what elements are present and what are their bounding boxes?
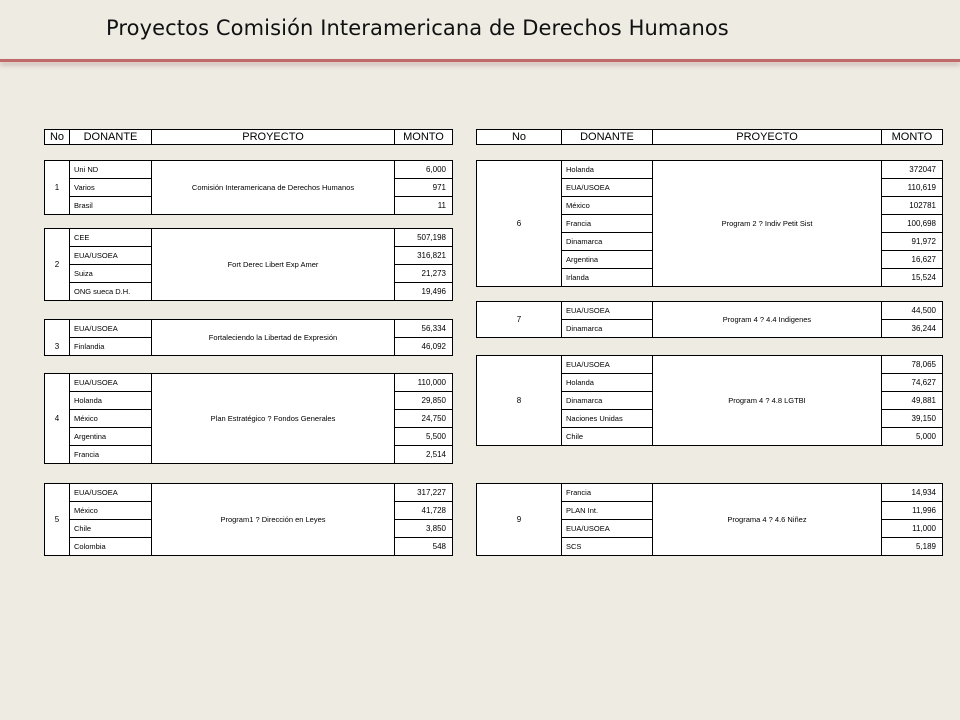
donor-cell: Chile [562, 428, 653, 446]
table-row [45, 320, 453, 338]
title-divider [0, 59, 960, 62]
donor-cell: México [70, 502, 152, 520]
amount-cell: 39,150 [882, 410, 943, 428]
donor-cell: Varios [70, 179, 152, 197]
donor-cell: Francia [70, 446, 152, 464]
donor-cell: Argentina [562, 251, 653, 269]
amount-cell: 91,972 [882, 233, 943, 251]
donor-cell: EUA/USOEA [70, 320, 152, 338]
table-row [477, 356, 943, 374]
project-name: Program 4 ? 4.8 LGTBI [653, 356, 882, 446]
header-monto: MONTO [395, 130, 453, 145]
project-name: Fort Derec Libert Exp Amer [152, 229, 395, 301]
project-group-3 [44, 319, 453, 356]
amount-cell: 6,000 [395, 161, 453, 179]
project-name: Program 4 ? 4.4 Indigenes [653, 302, 882, 338]
amount-cell: 110,619 [882, 179, 943, 197]
amount-cell: 44,500 [882, 302, 943, 320]
project-group-7 [476, 301, 943, 338]
amount-cell: 372047 [882, 161, 943, 179]
amount-cell: 317,227 [395, 484, 453, 502]
donor-cell: Francia [562, 215, 653, 233]
donor-cell: EUA/USOEA [70, 484, 152, 502]
amount-cell: 29,850 [395, 392, 453, 410]
donor-cell: Dinamarca [562, 320, 653, 338]
project-number: 7 [477, 302, 562, 338]
donor-cell: Holanda [70, 392, 152, 410]
project-number: 6 [477, 161, 562, 287]
project-number: 3 [45, 320, 70, 356]
header-donante: DONANTE [70, 130, 152, 145]
donor-cell: SCS [562, 538, 653, 556]
amount-cell: 5,189 [882, 538, 943, 556]
table-row [45, 374, 453, 392]
donor-cell: México [562, 197, 653, 215]
amount-cell: 971 [395, 179, 453, 197]
donor-cell: Finlandia [70, 338, 152, 356]
donor-cell: Chile [70, 520, 152, 538]
donor-cell: Argentina [70, 428, 152, 446]
donor-cell: Irlanda [562, 269, 653, 287]
amount-cell: 11 [395, 197, 453, 215]
right-header-table [476, 129, 943, 145]
amount-cell: 56,334 [395, 320, 453, 338]
project-name: Program1 ? Dirección en Leyes [152, 484, 395, 556]
donor-cell: Dinamarca [562, 392, 653, 410]
donor-cell: EUA/USOEA [562, 356, 653, 374]
donor-cell: Brasil [70, 197, 152, 215]
donor-cell: Naciones Unidas [562, 410, 653, 428]
project-name: Plan Estratégico ? Fondos Generales [152, 374, 395, 464]
project-name: Program 2 ? Indiv Petit Sist [653, 161, 882, 287]
amount-cell: 3,850 [395, 520, 453, 538]
donor-cell: EUA/USOEA [562, 179, 653, 197]
project-number: 5 [45, 484, 70, 556]
amount-cell: 36,244 [882, 320, 943, 338]
table-row [45, 161, 453, 179]
header-donante: DONANTE [562, 130, 653, 145]
amount-cell: 110,000 [395, 374, 453, 392]
donor-cell: ONG sueca D.H. [70, 283, 152, 301]
amount-cell: 102781 [882, 197, 943, 215]
amount-cell: 316,821 [395, 247, 453, 265]
amount-cell: 5,000 [882, 428, 943, 446]
donor-cell: Suiza [70, 265, 152, 283]
project-group-4 [44, 373, 453, 464]
project-group-2 [44, 228, 453, 301]
header-monto: MONTO [882, 130, 943, 145]
donor-cell: Holanda [562, 161, 653, 179]
project-name: Programa 4 ? 4.6 Niñez [653, 484, 882, 556]
project-group-1 [44, 160, 453, 215]
amount-cell: 46,092 [395, 338, 453, 356]
donor-cell: Holanda [562, 374, 653, 392]
amount-cell: 19,496 [395, 283, 453, 301]
amount-cell: 11,996 [882, 502, 943, 520]
amount-cell: 15,524 [882, 269, 943, 287]
donor-cell: EUA/USOEA [70, 247, 152, 265]
table-row [45, 229, 453, 247]
project-name: Fortaleciendo la Libertad de Expresión [152, 320, 395, 356]
header-no: No [477, 130, 562, 145]
amount-cell: 41,728 [395, 502, 453, 520]
donor-cell: EUA/USOEA [562, 520, 653, 538]
table-row [477, 161, 943, 179]
amount-cell: 548 [395, 538, 453, 556]
project-group-6 [476, 160, 943, 287]
donor-cell: Dinamarca [562, 233, 653, 251]
table-row [477, 302, 943, 320]
amount-cell: 11,000 [882, 520, 943, 538]
donor-cell: EUA/USOEA [562, 302, 653, 320]
table-row [477, 484, 943, 502]
project-name: Comisión Interamericana de Derechos Humanos [152, 161, 395, 215]
donor-cell: EUA/USOEA [70, 374, 152, 392]
donor-cell: Colombia [70, 538, 152, 556]
project-number: 9 [477, 484, 562, 556]
left-header-table [44, 129, 453, 145]
donor-cell: Uni ND [70, 161, 152, 179]
donor-cell: CEE [70, 229, 152, 247]
amount-cell: 74,627 [882, 374, 943, 392]
header-no: No [45, 130, 70, 145]
amount-cell: 16,627 [882, 251, 943, 269]
donor-cell: México [70, 410, 152, 428]
project-group-5 [44, 483, 453, 556]
project-group-9 [476, 483, 943, 556]
amount-cell: 14,934 [882, 484, 943, 502]
project-number: 2 [45, 229, 70, 301]
amount-cell: 5,500 [395, 428, 453, 446]
project-group-8 [476, 355, 943, 446]
header-row [45, 130, 453, 145]
amount-cell: 49,881 [882, 392, 943, 410]
table-row [45, 484, 453, 502]
amount-cell: 78,065 [882, 356, 943, 374]
amount-cell: 24,750 [395, 410, 453, 428]
header-proyecto: PROYECTO [653, 130, 882, 145]
amount-cell: 100,698 [882, 215, 943, 233]
amount-cell: 2,514 [395, 446, 453, 464]
amount-cell: 21,273 [395, 265, 453, 283]
header-proyecto: PROYECTO [152, 130, 395, 145]
page-title: Proyectos Comisión Interamericana de Derechos Humanos [106, 16, 729, 40]
amount-cell: 507,198 [395, 229, 453, 247]
project-number: 4 [45, 374, 70, 464]
donor-cell: PLAN Int. [562, 502, 653, 520]
project-number: 1 [45, 161, 70, 215]
donor-cell: Francia [562, 484, 653, 502]
project-number: 8 [477, 356, 562, 446]
header-row [477, 130, 943, 145]
